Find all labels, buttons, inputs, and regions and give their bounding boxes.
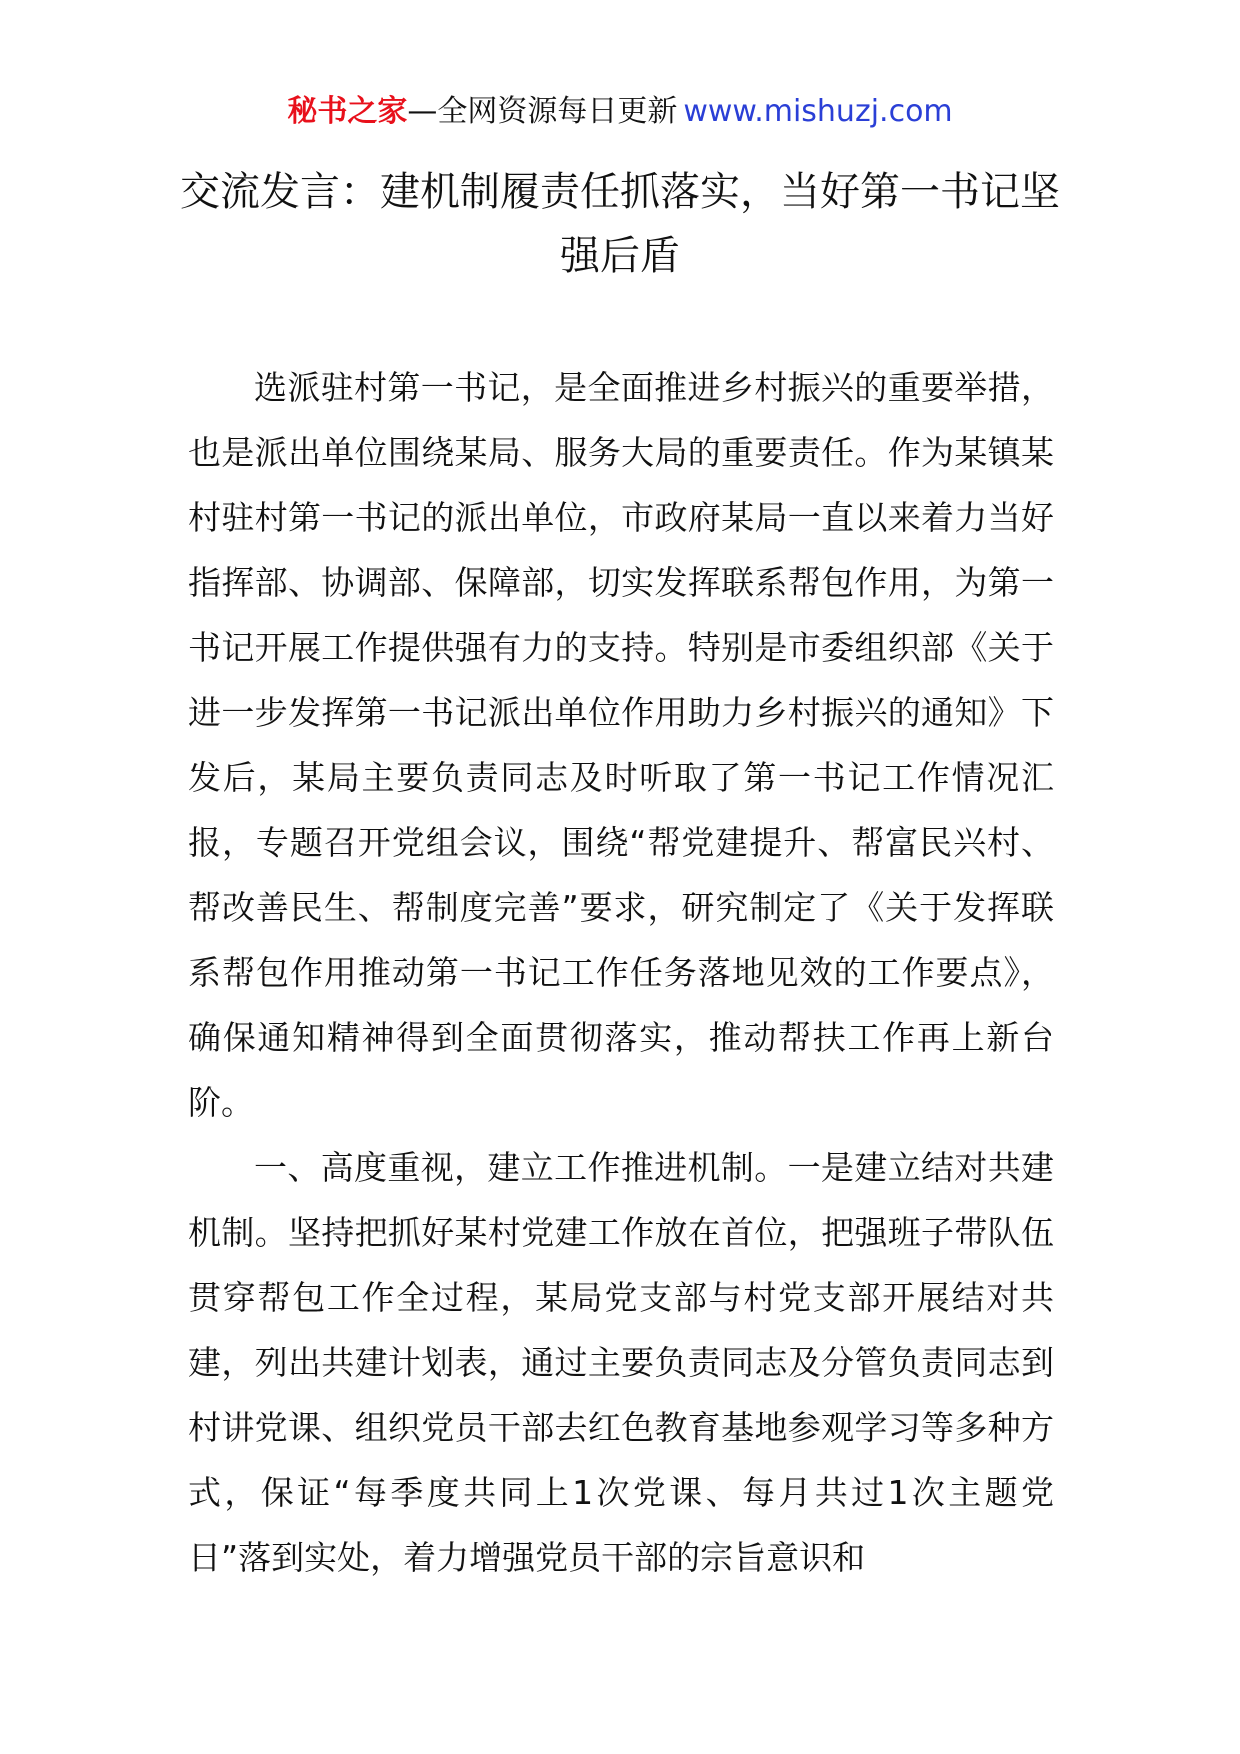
paragraph-section-one: 一、高度重视，建立工作推进机制。一是建立结对共建机制。坚持把抓好某村党建工作放在首位，把强班子带队伍贯穿帮包工作全过程，某局党支部与村党支部开展结对共建，列出共建计划表，通过主要负责同志及分管负责同志到村讲党课、组织党员干部去红色教育基地参观学习等多种方式，保证“每季度共同上1次党课、每月共过1次主题党日”落到实处，着力增强党员干部的宗旨意识和 bbox=[188, 1148, 1054, 1577]
site-banner bbox=[0, 92, 1240, 132]
site-tagline: —全网资源每日更新 bbox=[407, 94, 678, 129]
document-title: 交流发言：建机制履责任抓落实，当好第一书记坚强后盾 bbox=[180, 169, 1060, 279]
site-brand: 秘书之家 bbox=[287, 94, 408, 129]
site-url-link[interactable]: www.mishuzj.com bbox=[683, 94, 953, 129]
document-body bbox=[188, 355, 1054, 1590]
paragraph-intro: 选派驻村第一书记，是全面推进乡村振兴的重要举措，也是派出单位围绕某局、服务大局的重要责任。作为某镇某村驻村第一书记的派出单位，市政府某局一直以来着力当好指挥部、协调部、保障部，切实发挥联系帮包作用，为第一书记开展工作提供强有力的支持。特别是市委组织部《关于进一步发挥第一书记派出单位作用助力乡村振兴的通知》下发后，某局主要负责同志及时听取了第一书记工作情况汇报，专题召开党组会议，围绕“帮党建提升、帮富民兴村、帮改善民生、帮制度完善”要求，研究制定了《关于发挥联系帮包作用推动第一书记工作任务落地见效的工作要点》，确保通知精神得到全面贯彻落实，推动帮扶工作再上新台阶。 bbox=[188, 368, 1054, 1122]
